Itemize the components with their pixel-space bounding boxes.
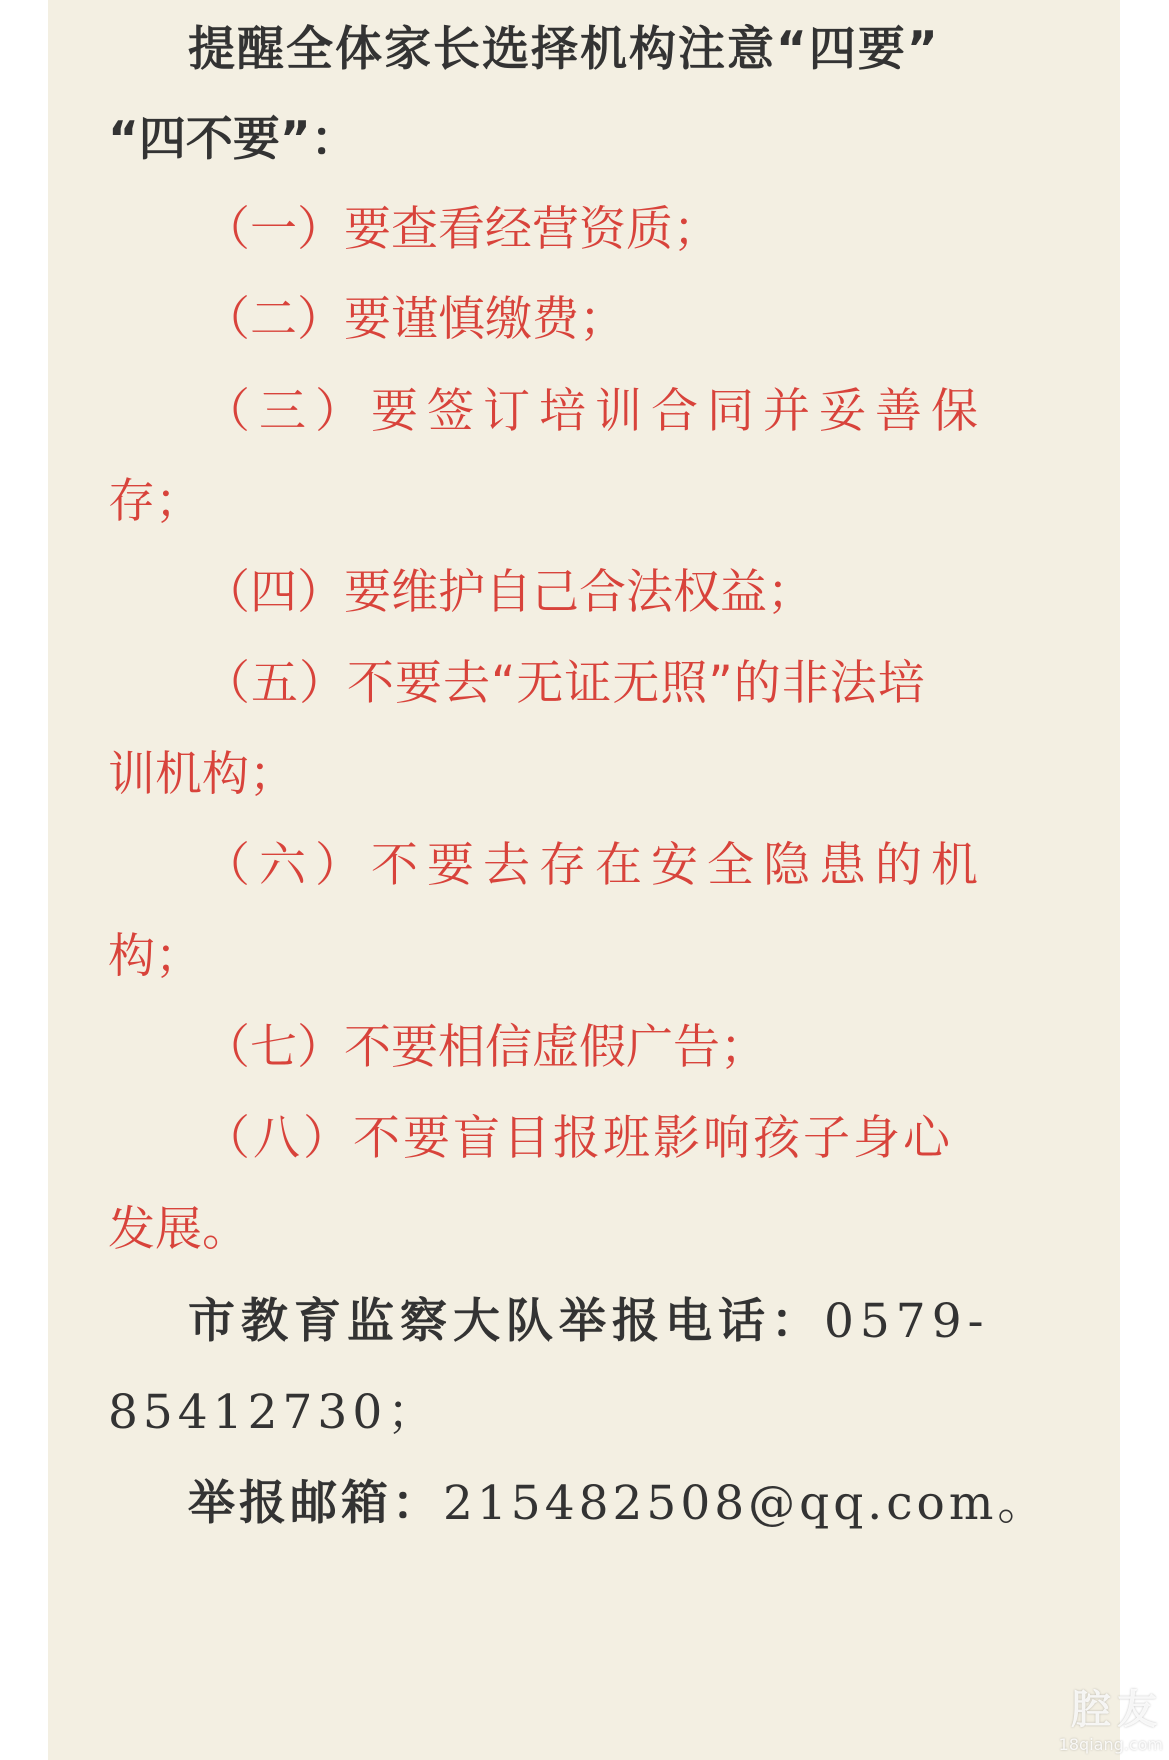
list-item-8: （八）不要盲目报班影响孩子身心 bbox=[203, 1111, 953, 1166]
heading-line-2: “四不要”： bbox=[108, 112, 358, 167]
report-email-label: 举报邮箱： bbox=[188, 1476, 443, 1531]
list-item-4: （四）要维护自己合法权益； bbox=[203, 565, 814, 620]
list-item-5-cont: 训机构； bbox=[108, 747, 296, 802]
watermark-site: 18qiang.com bbox=[1058, 1735, 1163, 1754]
list-item-3: （三）要签订培训合同并妥善保 bbox=[203, 384, 987, 439]
list-item-2: （二）要谨慎缴费； bbox=[203, 292, 626, 347]
report-phone-label: 市教育监察大队举报电话： bbox=[188, 1294, 824, 1349]
list-item-8-cont: 发展。 bbox=[108, 1202, 249, 1257]
list-item-5: （五）不要去“无证无照”的非法培 bbox=[203, 656, 926, 711]
report-phone-prefix: 0579- bbox=[824, 1294, 990, 1349]
list-item-6: （六）不要去存在安全隐患的机 bbox=[203, 838, 987, 893]
heading-line-1: 提醒全体家长选择机构注意“四要” bbox=[188, 22, 940, 77]
list-item-6-cont: 构； bbox=[108, 929, 202, 984]
list-item-7: （七）不要相信虚假广告； bbox=[203, 1020, 767, 1075]
report-email-line bbox=[188, 1474, 1048, 1534]
report-phone-number: 85412730； bbox=[108, 1385, 440, 1440]
report-phone-line bbox=[188, 1292, 990, 1352]
site-watermark bbox=[1059, 1678, 1163, 1754]
report-email-value: 215482508@qq.com。 bbox=[443, 1476, 1049, 1531]
list-item-3-cont: 存； bbox=[108, 474, 202, 529]
list-item-1: （一）要查看经营资质； bbox=[203, 202, 720, 257]
watermark-brand: 腔友 bbox=[1071, 1687, 1163, 1733]
document-panel bbox=[48, 0, 1120, 1760]
